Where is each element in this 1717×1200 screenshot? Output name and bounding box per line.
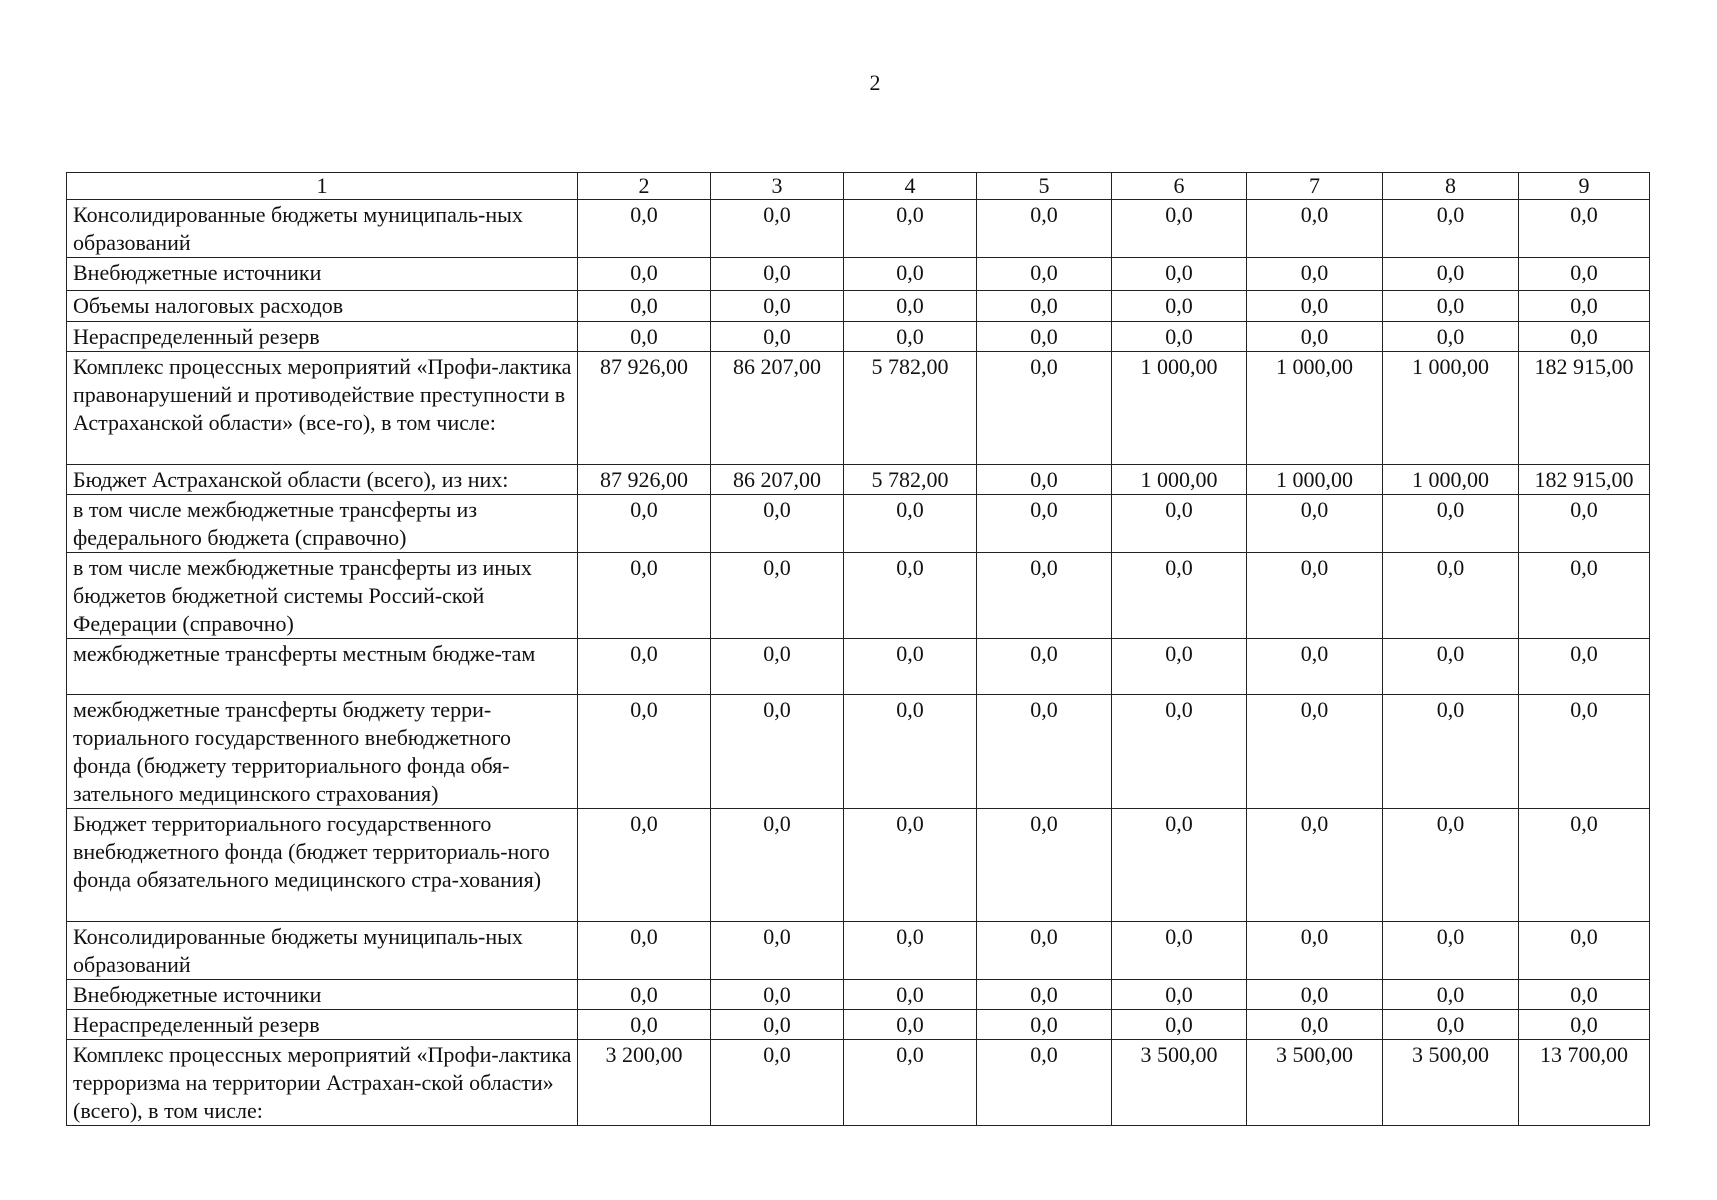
value-cell: 0,0	[1519, 200, 1650, 258]
value-cell: 0,0	[1519, 553, 1650, 639]
value-cell: 0,0	[1112, 495, 1247, 553]
value-cell: 0,0	[977, 322, 1112, 352]
value-cell: 0,0	[1383, 495, 1519, 553]
value-cell: 0,0	[1247, 200, 1383, 258]
value-cell: 0,0	[711, 1040, 844, 1126]
table-row	[67, 1040, 1650, 1126]
value-cell: 87 926,00	[578, 352, 711, 465]
value-cell: 0,0	[1383, 695, 1519, 809]
value-cell: 0,0	[1383, 1010, 1519, 1040]
value-cell: 0,0	[977, 291, 1112, 322]
value-cell: 0,0	[1519, 809, 1650, 922]
value-cell: 5 782,00	[844, 465, 977, 495]
value-cell: 0,0	[1247, 258, 1383, 291]
row-label: Нераспределенный резерв	[67, 1010, 578, 1040]
table-row	[67, 291, 1650, 322]
table-row	[67, 809, 1650, 922]
value-cell: 1 000,00	[1247, 352, 1383, 465]
value-cell: 0,0	[711, 1010, 844, 1040]
value-cell: 0,0	[711, 809, 844, 922]
value-cell: 0,0	[711, 322, 844, 352]
value-cell: 3 500,00	[1383, 1040, 1519, 1126]
value-cell: 0,0	[711, 291, 844, 322]
value-cell: 0,0	[844, 200, 977, 258]
table-row	[67, 322, 1650, 352]
row-label: Объемы налоговых расходов	[67, 291, 578, 322]
row-label: в том числе межбюджетные трансферты из иных бюджетов бюджетной системы Россий-ской Федерации (справочно)	[67, 553, 578, 639]
value-cell: 0,0	[1519, 258, 1650, 291]
row-label: межбюджетные трансферты бюджету терри-ториального государственного внебюджетного фонда (бюджету территориального фонда обя-зательного медицинского страхования)	[67, 695, 578, 809]
column-header: 8	[1383, 173, 1519, 200]
table-row	[67, 639, 1650, 695]
row-label: Комплекс процессных мероприятий «Профи-лактика правонарушений и противодействие преступности в Астраханской области» (все-го), в том числе:	[67, 352, 578, 465]
value-cell: 0,0	[977, 922, 1112, 980]
value-cell: 0,0	[1519, 322, 1650, 352]
value-cell: 87 926,00	[578, 465, 711, 495]
value-cell: 1 000,00	[1247, 465, 1383, 495]
value-cell: 0,0	[977, 695, 1112, 809]
value-cell: 0,0	[844, 258, 977, 291]
value-cell: 0,0	[1247, 695, 1383, 809]
value-cell: 0,0	[1247, 553, 1383, 639]
value-cell: 0,0	[578, 553, 711, 639]
value-cell: 0,0	[578, 980, 711, 1010]
value-cell: 0,0	[1112, 922, 1247, 980]
value-cell: 182 915,00	[1519, 352, 1650, 465]
value-cell: 0,0	[977, 200, 1112, 258]
value-cell: 0,0	[1112, 809, 1247, 922]
value-cell: 0,0	[1247, 495, 1383, 553]
value-cell: 0,0	[711, 200, 844, 258]
value-cell: 3 200,00	[578, 1040, 711, 1126]
value-cell: 0,0	[844, 639, 977, 695]
value-cell: 0,0	[977, 258, 1112, 291]
value-cell: 0,0	[1519, 922, 1650, 980]
value-cell: 0,0	[578, 495, 711, 553]
value-cell: 0,0	[1519, 639, 1650, 695]
value-cell: 0,0	[977, 809, 1112, 922]
row-label: Нераспределенный резерв	[67, 322, 578, 352]
value-cell: 0,0	[578, 639, 711, 695]
column-header: 7	[1247, 173, 1383, 200]
value-cell: 0,0	[977, 553, 1112, 639]
column-header: 3	[711, 173, 844, 200]
value-cell: 0,0	[977, 352, 1112, 465]
value-cell: 0,0	[1383, 322, 1519, 352]
value-cell: 0,0	[844, 495, 977, 553]
value-cell: 0,0	[578, 922, 711, 980]
value-cell: 0,0	[711, 495, 844, 553]
value-cell: 0,0	[1383, 200, 1519, 258]
value-cell: 0,0	[578, 809, 711, 922]
value-cell: 0,0	[1383, 553, 1519, 639]
value-cell: 0,0	[1112, 200, 1247, 258]
column-header: 4	[844, 173, 977, 200]
value-cell: 0,0	[844, 980, 977, 1010]
value-cell: 0,0	[1112, 639, 1247, 695]
column-header: 1	[67, 173, 578, 200]
value-cell: 3 500,00	[1112, 1040, 1247, 1126]
value-cell: 0,0	[1383, 922, 1519, 980]
value-cell: 0,0	[844, 553, 977, 639]
value-cell: 0,0	[711, 980, 844, 1010]
value-cell: 0,0	[1383, 291, 1519, 322]
value-cell: 0,0	[711, 922, 844, 980]
row-label: Внебюджетные источники	[67, 980, 578, 1010]
value-cell: 0,0	[844, 1040, 977, 1126]
value-cell: 0,0	[844, 922, 977, 980]
value-cell: 0,0	[1247, 1010, 1383, 1040]
value-cell: 86 207,00	[711, 352, 844, 465]
value-cell: 0,0	[578, 1010, 711, 1040]
value-cell: 0,0	[977, 1040, 1112, 1126]
value-cell: 3 500,00	[1247, 1040, 1383, 1126]
value-cell: 182 915,00	[1519, 465, 1650, 495]
column-header: 2	[578, 173, 711, 200]
value-cell: 1 000,00	[1383, 465, 1519, 495]
value-cell: 0,0	[977, 465, 1112, 495]
value-cell: 0,0	[1247, 322, 1383, 352]
value-cell: 0,0	[1247, 639, 1383, 695]
value-cell: 1 000,00	[1112, 352, 1247, 465]
value-cell: 13 700,00	[1519, 1040, 1650, 1126]
table-row	[67, 922, 1650, 980]
value-cell: 0,0	[1519, 291, 1650, 322]
value-cell: 0,0	[711, 695, 844, 809]
table-row	[67, 495, 1650, 553]
table-row	[67, 352, 1650, 465]
value-cell: 0,0	[578, 291, 711, 322]
value-cell: 0,0	[1519, 1010, 1650, 1040]
row-label: Внебюджетные источники	[67, 258, 578, 291]
value-cell: 0,0	[578, 200, 711, 258]
row-label: Бюджет территориального государственного внебюджетного фонда (бюджет территориаль-ного фонда обязательного медицинского стра-хования)	[67, 809, 578, 922]
value-cell: 86 207,00	[711, 465, 844, 495]
value-cell: 0,0	[1112, 980, 1247, 1010]
table-body	[67, 173, 1650, 1126]
value-cell: 0,0	[1383, 980, 1519, 1010]
value-cell: 0,0	[1112, 291, 1247, 322]
row-label: межбюджетные трансферты местным бюдже-там	[67, 639, 578, 695]
table-row	[67, 258, 1650, 291]
value-cell: 0,0	[711, 553, 844, 639]
value-cell: 0,0	[844, 695, 977, 809]
value-cell: 0,0	[1112, 258, 1247, 291]
value-cell: 1 000,00	[1383, 352, 1519, 465]
row-label: Консолидированные бюджеты муниципаль-ных образований	[67, 200, 578, 258]
value-cell: 1 000,00	[1112, 465, 1247, 495]
value-cell: 0,0	[977, 980, 1112, 1010]
column-header-row	[67, 173, 1650, 200]
row-label: в том числе межбюджетные трансферты из федерального бюджета (справочно)	[67, 495, 578, 553]
row-label: Комплекс процессных мероприятий «Профи-лактика терроризма на территории Астрахан-ской области» (всего), в том числе:	[67, 1040, 578, 1126]
value-cell: 0,0	[578, 322, 711, 352]
value-cell: 0,0	[1112, 322, 1247, 352]
value-cell: 0,0	[1519, 695, 1650, 809]
table-row	[67, 695, 1650, 809]
column-header: 6	[1112, 173, 1247, 200]
table-row	[67, 1010, 1650, 1040]
value-cell: 0,0	[977, 495, 1112, 553]
value-cell: 0,0	[1383, 639, 1519, 695]
value-cell: 0,0	[578, 258, 711, 291]
value-cell: 0,0	[844, 291, 977, 322]
column-header: 9	[1519, 173, 1650, 200]
value-cell: 0,0	[1112, 1010, 1247, 1040]
value-cell: 0,0	[1383, 258, 1519, 291]
table-row	[67, 553, 1650, 639]
value-cell: 0,0	[977, 639, 1112, 695]
value-cell: 0,0	[578, 695, 711, 809]
table-row	[67, 200, 1650, 258]
value-cell: 0,0	[1519, 495, 1650, 553]
page-number: 2	[869, 70, 881, 95]
value-cell: 0,0	[1519, 980, 1650, 1010]
value-cell: 0,0	[1247, 809, 1383, 922]
value-cell: 0,0	[844, 322, 977, 352]
row-label: Бюджет Астраханской области (всего), из них:	[67, 465, 578, 495]
column-header: 5	[977, 173, 1112, 200]
value-cell: 0,0	[1247, 922, 1383, 980]
value-cell: 0,0	[1247, 291, 1383, 322]
value-cell: 0,0	[844, 809, 977, 922]
table-row	[67, 980, 1650, 1010]
value-cell: 0,0	[1247, 980, 1383, 1010]
table-row	[67, 465, 1650, 495]
value-cell: 0,0	[711, 639, 844, 695]
value-cell: 0,0	[711, 258, 844, 291]
budget-table	[66, 172, 1650, 1126]
value-cell: 0,0	[1112, 695, 1247, 809]
value-cell: 0,0	[844, 1010, 977, 1040]
value-cell: 0,0	[977, 1010, 1112, 1040]
row-label: Консолидированные бюджеты муниципаль-ных образований	[67, 922, 578, 980]
value-cell: 5 782,00	[844, 352, 977, 465]
value-cell: 0,0	[1112, 553, 1247, 639]
value-cell: 0,0	[1383, 809, 1519, 922]
